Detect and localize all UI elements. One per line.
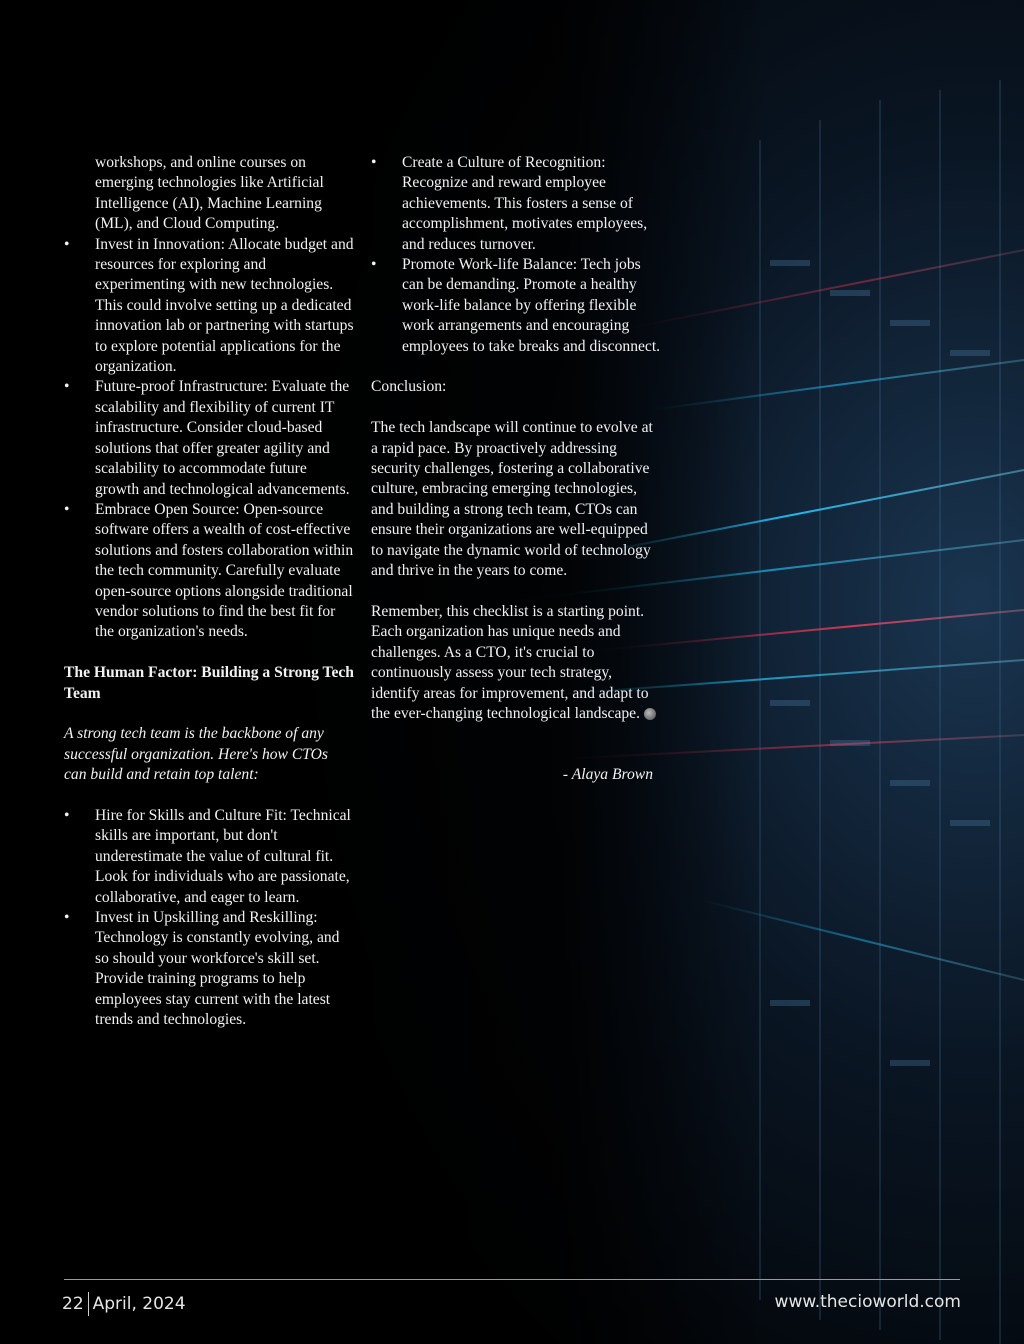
bullet-list-culture <box>371 153 661 357</box>
bullet-work-life-balance: • Promote Work-life Balance: Tech jobs can be demanding. Promote a healthy work-life balance by offering flexible work arrangements and encouraging employees to take breaks and disconnect. <box>371 255 661 357</box>
author-signature: - Alaya Brown <box>562 766 653 784</box>
bullet-invest-innovation: • Invest in Innovation: Allocate budget and resources for exploring and experimenting with new technologies. This could involve setting up a dedicated innovation lab or partnering with startups to explore potential applications for the organization. <box>64 235 354 378</box>
website-link[interactable]: www.thecioworld.com <box>774 1292 961 1312</box>
footer-separator <box>88 1292 89 1316</box>
footer-left <box>62 1292 186 1316</box>
issue-date: April, 2024 <box>92 1294 186 1314</box>
bullet-hire-skills-culture: • Hire for Skills and Culture Fit: Technical skills are important, but don't underestimate the value of cultural fit. Look for individuals who are passionate, collaborative, and eager to learn. <box>64 806 354 908</box>
page-number: 22 <box>62 1294 84 1314</box>
conclusion-heading: Conclusion: <box>371 378 447 396</box>
right-column <box>371 153 661 786</box>
emoji-icon <box>644 708 656 720</box>
continued-bullet-text: workshops, and online courses on emerging technologies like Artificial Intelligence (AI), Machine Learning (ML), and Cloud Computing. <box>95 154 324 233</box>
bullet-upskilling-reskilling: • Invest in Upskilling and Reskilling: Technology is constantly evolving, and so should your workforce's skill set. Provide training programs to help employees stay current with the latest trends and technologies. <box>64 908 354 1030</box>
left-column <box>64 153 354 1030</box>
section-intro: A strong tech team is the backbone of any successful organization. Here's how CTOs can build and retain top talent: <box>64 725 328 784</box>
bullet-future-proof-infrastructure: • Future-proof Infrastructure: Evaluate the scalability and flexibility of current IT infrastructure. Consider cloud-based solutions that offer greater agility and scalability to accommodate future growth and technological advancements. <box>64 377 354 499</box>
footer-divider <box>64 1279 960 1280</box>
bullet-culture-recognition: • Create a Culture of Recognition: Recognize and reward employee achievements. This fosters a sense of accomplishment, motivates employees, and reduces turnover. <box>371 153 661 255</box>
bullet-list-tech <box>64 235 354 643</box>
section-heading: The Human Factor: Building a Strong Tech Team <box>64 664 354 702</box>
conclusion-paragraph: The tech landscape will continue to evolve at a rapid pace. By proactively addressing security challenges, fostering a collaborative culture, embracing emerging technologies, and building a strong tech team, CTOs can ensure their organizations are well-equipped to navigate the dynamic world of technology and thrive in the years to come. <box>371 419 653 580</box>
closing-text: Remember, this checklist is a starting point. Each organization has unique needs and challenges. As a CTO, it's crucial to continuously assess your tech strategy, identify areas for improvement, and adapt to the ever-changing technological landscape. <box>371 602 649 722</box>
bullet-embrace-open-source: • Embrace Open Source: Open-source software offers a wealth of cost-effective solutions and fosters collaboration within the tech community. Carefully evaluate open-source options alongside traditional vendor solutions to find the best fit for the organization's needs. <box>64 500 354 643</box>
closing-paragraph <box>371 602 661 724</box>
bullet-list-team <box>64 806 354 1030</box>
